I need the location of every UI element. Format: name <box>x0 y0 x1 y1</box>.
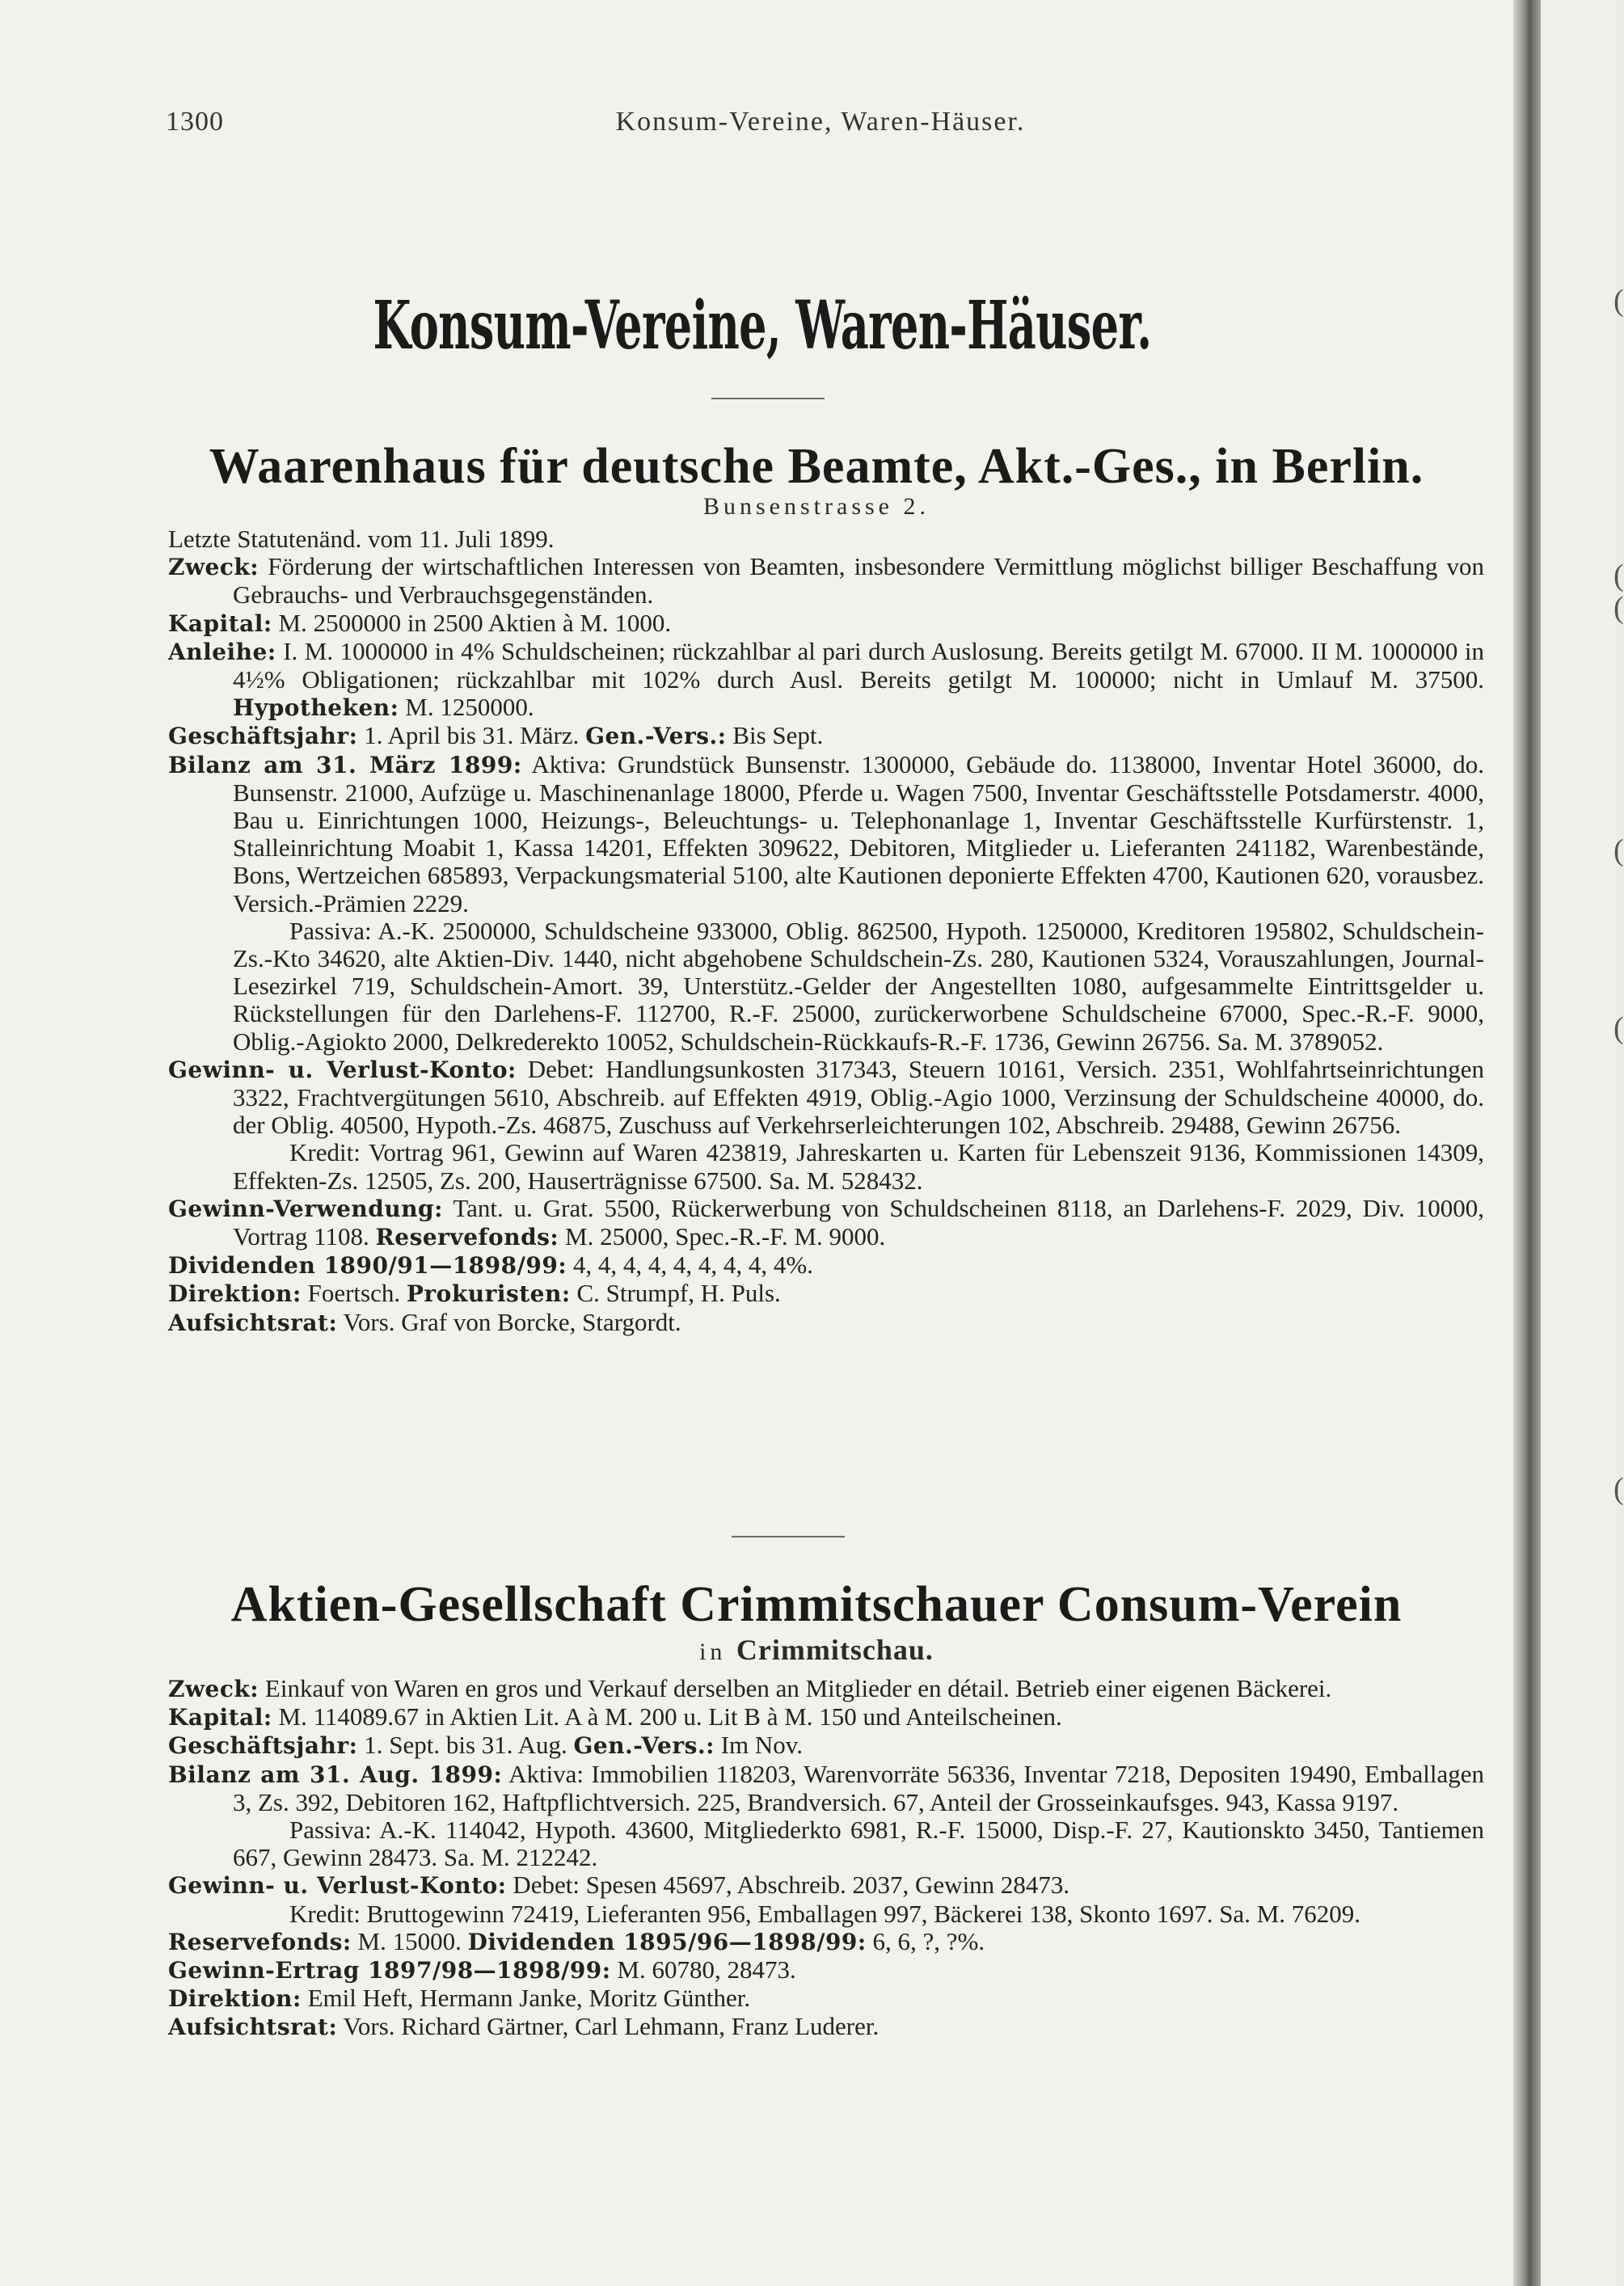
field-value: I. M. 1000000 in 4% Schuldscheinen; rückzahlbar al pari durch Auslosung. Bereits getilgt M. 67000. II M. 1000000 in 4½% Obligationen; rückzahlbar mit 102% durch Ausl. Bereits getilgt M. 100000; nicht in Umlauf M. 37500. <box>233 636 1485 694</box>
field-value: Aktiva: Grundstück Bunsenstr. 1300000, Gebäude do. 1138000, Inventar Hotel 36000, do. Bunsenstr. 21000, Aufzüge u. Maschinenanlage 18000, Pferde u. Wagen 7500, Inventar Geschäftsstelle Potsdamerstr. 4000, Bau u. Einrichtungen 1000, Heizungs-, Beleuchtungs- u. Telephonanlage 1, Inventar Geschäftsstelle Kurfürstenstr. 1, Stalleinrichtung Moabit 1, Kassa 14201, Effekten 309622, Debitoren, Mitglieder u. Lieferanten 241182, Warenbestände, Bons, Wertzeichen 685893, Verpackungsmaterial 5100, alte Kautionen deponierte Effekten 4700, Kautionen 620, vorausbez. Versich.-Prämien 2229. <box>233 749 1484 917</box>
field-label: Gen.-Vers.: <box>585 723 727 750</box>
field-value: Debet: Handlungsunkosten 317343, Steuern 10161, Versich. 2351, Wohlfahrtseinrichtungen 3322, Frachtvergütungen 5610, Abschreib. auf Effekten 4919, Oblig.-Agio 1000, Verzinsung der Schuldscheine 40000, do. der Oblig. 40500, Hypoth.-Zs. 46875, Zuschuss auf Verkehrserleichterungen 102, Abschreib. 29488, Gewinn 26756. <box>233 1054 1485 1140</box>
field-label: Anleihe: <box>168 638 276 665</box>
entry-line <box>168 1309 1484 1337</box>
page-number: 1300 <box>166 107 224 137</box>
field-label: Reservefonds: <box>375 1224 559 1251</box>
field-label: Kapital: <box>168 609 272 637</box>
field-label: Gewinn- u. Verlust-Konto: <box>168 1872 507 1900</box>
field-value: Letzte Statutenänd. vom 11. Juli 1899. <box>168 525 555 553</box>
field-label: Aufsichtsrat: <box>168 2014 338 2041</box>
field-value: M. 114089.67 in Aktien Lit. A à M. 200 u. Lit B à M. 150 und Anteilscheinen. <box>278 1702 1062 1731</box>
field-value: Förderung der wirtschaftlichen Interessen von Beamten, insbesondere Vermittlung möglichst billiger Beschaffung von Gebrauchs- und Verbrauchsgegenständen. <box>233 552 1485 609</box>
field-value: M. 15000. <box>357 1926 462 1955</box>
company2-location-prefix: in <box>699 1639 727 1665</box>
field-label: Bilanz am 31. Aug. 1899: <box>168 1761 503 1788</box>
field-value: M. 60780, 28473. <box>617 1955 796 1984</box>
field-label: Gewinn- u. Verlust-Konto: <box>168 1056 517 1083</box>
field-value: C. Strumpf, H. Puls. <box>576 1279 781 1308</box>
company2-location-line <box>162 1633 1471 1667</box>
entry-line <box>168 525 1484 553</box>
entry-line <box>168 1928 1484 1956</box>
entry-line <box>168 1056 1484 1140</box>
field-label: Direktion: <box>168 1985 302 2013</box>
field-label: Zweck: <box>168 554 259 581</box>
field-value: Vors. Richard Gärtner, Carl Lehmann, Franz Luderer. <box>343 2012 879 2041</box>
field-value: Debet: Spesen 45697, Abschreib. 2037, Gewinn 28473. <box>513 1871 1070 1900</box>
company-divider <box>732 1536 845 1537</box>
field-label: Reservefonds: <box>168 1928 352 1955</box>
running-title: Konsum-Vereine, Waren-Häuser. <box>615 107 1026 137</box>
field-value: Tant. u. Grat. 5500, Rückerwerbung von Schuldscheinen 8118, an Darlehens-F. 2029, Div. 10000, Vortrag 1108. <box>233 1193 1484 1251</box>
field-label: Dividenden 1895/96—1898/99: <box>467 1928 867 1955</box>
adjacent-page-glyph: ( <box>1613 591 1624 625</box>
adjacent-page-glyph: ( <box>1613 559 1624 593</box>
field-value: Emil Heft, Hermann Janke, Moritz Günther. <box>307 1984 751 2013</box>
adjacent-page-glyph: ( <box>1613 284 1624 318</box>
field-label: Geschäftsjahr: <box>168 723 358 750</box>
company1-title: Waarenhaus für deutsche Beamte, Akt.-Ges., in Berlin. <box>209 439 1424 494</box>
field-value: M. 1250000. <box>405 693 534 722</box>
field-value: Aktiva: Immobilien 118203, Warenvorräte 56336, Inventar 7218, Depositen 19490, Emballagen 3, Zs. 392, Debitoren 162, Haftpflichtversich. 225, Brandversich. 67, Anteil der Grosseinkaufsges. 943, Kassa 9197. <box>233 1759 1484 1816</box>
entry-line <box>168 1900 1484 1928</box>
field-value: Kredit: Bruttogewinn 72419, Lieferanten 956, Emballagen 997, Bäckerei 138, Skonto 1697. Sa. M. 76209. <box>289 1899 1361 1928</box>
entry-line <box>168 751 1484 917</box>
field-value: M. 2500000 in 2500 Aktien à M. 1000. <box>278 608 672 637</box>
entry-line <box>168 1703 1484 1731</box>
section-divider <box>711 398 825 399</box>
field-value: 6, 6, ?, ?%. <box>872 1926 985 1955</box>
entry-line <box>168 1871 1484 1900</box>
field-value: Im Nov. <box>720 1731 804 1760</box>
field-label: Gen.-Vers.: <box>573 1732 715 1760</box>
field-value: Bis Sept. <box>732 721 824 750</box>
field-label: Aufsichtsrat: <box>168 1309 338 1336</box>
entry-line <box>168 1984 1484 2013</box>
page-gutter-shadow <box>1513 0 1541 2286</box>
company2-location: Crimmitschau. <box>736 1634 934 1666</box>
adjacent-page-glyph: ( <box>1613 833 1624 867</box>
company1-entry <box>168 525 1484 1337</box>
field-value: Einkauf von Waren en gros und Verkauf derselben an Mitglieder en détail. Betrieb einer eigenen Bäckerei. <box>264 1674 1332 1702</box>
field-label: Direktion: <box>168 1280 302 1308</box>
entry-line <box>168 1280 1484 1308</box>
adjacent-page-edge <box>1541 0 1624 2286</box>
company1-address: Bunsenstrasse 2. <box>703 493 930 520</box>
field-value: Foertsch. <box>307 1279 401 1308</box>
field-value: Kredit: Vortrag 961, Gewinn auf Waren 423819, Jahreskarten u. Karten für Lebenszeit 9136, Kommissionen 14309, Effekten-Zs. 12505, Zs. 200, Hauserträgnisse 67500. Sa. M. 528432. <box>233 1138 1484 1195</box>
entry-line <box>168 1251 1484 1280</box>
field-value: Vors. Graf von Borcke, Stargordt. <box>343 1307 681 1336</box>
adjacent-page-glyph: ( <box>1613 1472 1624 1506</box>
entry-line <box>168 1675 1484 1703</box>
field-label: Hypotheken: <box>233 694 399 722</box>
field-label: Gewinn-Ertrag 1897/98—1898/99: <box>168 1957 611 1984</box>
field-label: Kapital: <box>168 1704 272 1731</box>
field-label: Gewinn-Verwendung: <box>168 1195 443 1222</box>
field-value: Passiva: A.-K. 2500000, Schuldscheine 933000, Oblig. 862500, Hypoth. 1250000, Kreditoren 195802, Schuldschein-Zs.-Kto 34620, alte Aktien-Div. 1440, nicht abgehobene Schuldschein-Zs. 280, Kautionen 5324, Vorauszahlungen, Journal-Lesezirkel 719, Schuldschein-Amort. 39, Unterstütz.-Gelder der Angestellten 1080, aufgesammelte Eintrittsgelder u. Rückstellungen für den Darlehens-F. 112700, R.-F. 25000, zurückerworbene Schuldscheine 67000, Spec.-R.-F. 9000, Oblig.-Agiokto 2000, Delkrederekto 10052, Schuldschein-Rückkaufs-R.-F. 1736, Gewinn 26756. Sa. M. 3789052. <box>233 916 1484 1056</box>
entry-line <box>168 1731 1484 1760</box>
field-value: 4, 4, 4, 4, 4, 4, 4, 4, 4%. <box>572 1251 813 1280</box>
entry-line <box>168 2013 1484 2041</box>
field-label: Zweck: <box>168 1676 259 1702</box>
entry-line <box>168 722 1484 750</box>
running-head <box>166 107 1475 147</box>
field-label: Prokuristen: <box>406 1280 571 1308</box>
entry-line <box>168 1956 1484 1984</box>
company2-entry <box>168 1675 1484 2042</box>
field-label: Dividenden 1890/91—1898/99: <box>168 1252 567 1280</box>
field-value: 1. April bis 31. März. <box>364 721 580 750</box>
adjacent-page-glyph: ( <box>1613 1011 1624 1045</box>
entry-line <box>168 1139 1484 1194</box>
company2-title: Aktien-Gesellschaft Crimmitschauer Consum-Verein <box>230 1577 1403 1632</box>
field-value: M. 25000, Spec.-R.-F. M. 9000. <box>565 1222 886 1251</box>
field-value: 1. Sept. bis 31. Aug. <box>364 1731 567 1760</box>
entry-line <box>168 1761 1484 1816</box>
entry-line <box>168 917 1484 1056</box>
entry-line <box>168 609 1484 638</box>
section-title: Konsum-Vereine, Waren-Häuser. <box>373 287 1152 365</box>
field-label: Geschäftsjahr: <box>168 1732 358 1760</box>
entry-line <box>168 638 1484 723</box>
entry-line <box>168 1195 1484 1251</box>
entry-line <box>168 1816 1484 1871</box>
entry-line <box>168 553 1484 609</box>
field-value: Passiva: A.-K. 114042, Hypoth. 43600, Mitgliederkto 6981, R.-F. 15000, Disp.-F. 27, Kautionskto 3450, Tantiemen 667, Gewinn 28473. Sa. M. 212242. <box>233 1816 1484 1872</box>
field-label: Bilanz am 31. März 1899: <box>168 751 522 778</box>
